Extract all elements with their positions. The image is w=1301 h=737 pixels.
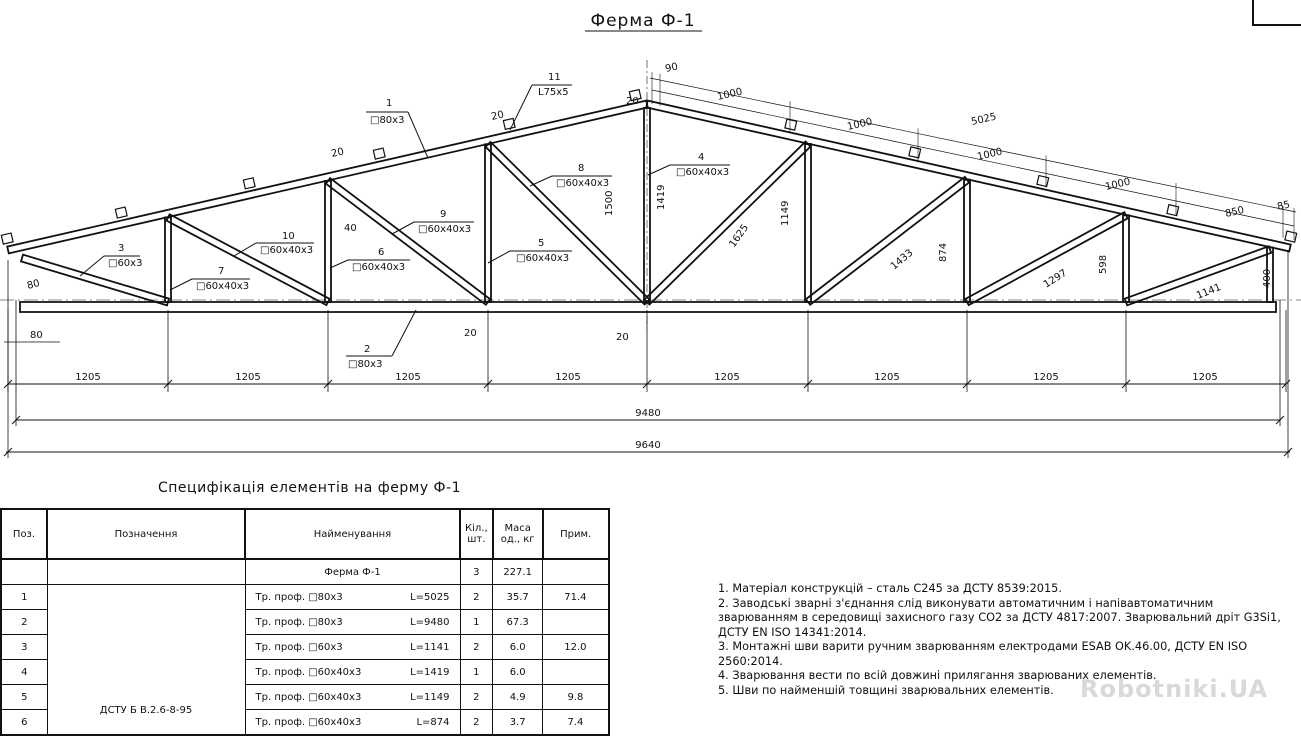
purlin-cleat xyxy=(785,119,797,130)
svg-text:1205: 1205 xyxy=(1192,372,1218,383)
svg-text:10: 10 xyxy=(282,231,295,242)
svg-text:20: 20 xyxy=(464,328,477,339)
svg-text:1205: 1205 xyxy=(235,372,261,383)
vertical-member xyxy=(964,180,970,302)
table-row: 4 Тр. проф. □60x40x3 L=1419 1 6.0 xyxy=(1,660,609,685)
header-qty: Кіл., шт. xyxy=(460,509,493,559)
table-row: Ферма Ф-1 3 227.1 xyxy=(1,559,609,585)
purlin-cleat xyxy=(373,148,385,159)
svg-text:850: 850 xyxy=(1224,204,1246,220)
svg-text:1625: 1625 xyxy=(727,222,752,250)
note-1: 1. Матеріал конструкцій – сталь С245 за ДСТУ 8539:2015. xyxy=(718,582,1062,595)
note-2: 2. Заводські зварні з'єднання слід виконувати автоматичним і напівавтоматичним зварюванням в середовищі захисного газу СО2 за ДСТУ 4817:2007. Зварювальний дріт G3Si1, ДСТУ EN ISO 14341:2014. xyxy=(718,596,1285,639)
svg-text:□60x40x3: □60x40x3 xyxy=(676,167,730,178)
purlin-cleat xyxy=(1285,231,1297,242)
note-4: 4. Зварювання вести по всій довжині прилягання зварюваних елементів. xyxy=(718,669,1157,682)
svg-text:□80x3: □80x3 xyxy=(370,115,405,126)
svg-text:1419: 1419 xyxy=(656,184,667,210)
svg-text:□60x40x3: □60x40x3 xyxy=(516,253,570,264)
diagonal-member xyxy=(486,142,650,305)
table-row: 1 ДСТУ Б В.2.6-8-95 Тр. проф. □80x3 L=5025 2 35.7 71.4 xyxy=(1,585,609,610)
dim-line-top-total xyxy=(650,78,1296,212)
svg-text:L75x5: L75x5 xyxy=(538,87,569,98)
top-chord-left xyxy=(7,101,648,254)
svg-text:80: 80 xyxy=(25,277,42,292)
svg-text:11: 11 xyxy=(548,72,561,83)
header-pos: Поз. xyxy=(1,509,47,559)
svg-text:4: 4 xyxy=(698,152,705,163)
top-chord-dims xyxy=(664,61,1291,220)
member-label-11 xyxy=(510,72,572,130)
designation-cell: ДСТУ Б В.2.6-8-95 xyxy=(47,585,245,736)
svg-text:1500: 1500 xyxy=(604,190,615,216)
header-mass: Маса од., кг xyxy=(493,509,543,559)
svg-text:874: 874 xyxy=(938,242,949,262)
member-label-7 xyxy=(170,266,250,292)
svg-text:3: 3 xyxy=(118,243,125,254)
member-label-4 xyxy=(648,152,730,178)
svg-text:2: 2 xyxy=(364,344,371,355)
svg-text:1205: 1205 xyxy=(395,372,421,383)
svg-text:80: 80 xyxy=(30,330,43,341)
svg-text:5025: 5025 xyxy=(970,111,998,128)
svg-text:1000: 1000 xyxy=(976,146,1004,163)
vertical-member xyxy=(165,217,171,302)
diagonal-member xyxy=(326,178,490,305)
vertical-member xyxy=(1123,215,1129,302)
vertical-member xyxy=(325,181,331,302)
svg-text:5: 5 xyxy=(538,238,545,249)
svg-text:20: 20 xyxy=(626,96,639,107)
svg-text:□60x3: □60x3 xyxy=(108,258,143,269)
purlin-cleat xyxy=(243,178,255,189)
svg-text:1141: 1141 xyxy=(1195,282,1223,302)
table-row: 3 Тр. проф. □60x3 L=1141 2 6.0 12.0 xyxy=(1,635,609,660)
header-note: Прим. xyxy=(543,509,609,559)
purlin-cleat xyxy=(1,233,13,244)
svg-text:1205: 1205 xyxy=(714,372,740,383)
svg-text:85: 85 xyxy=(1276,199,1292,213)
svg-text:1205: 1205 xyxy=(1033,372,1059,383)
svg-text:1205: 1205 xyxy=(75,372,101,383)
svg-text:6: 6 xyxy=(378,247,385,258)
svg-text:□60x40x3: □60x40x3 xyxy=(196,281,250,292)
svg-text:1000: 1000 xyxy=(846,116,874,133)
svg-text:□60x40x3: □60x40x3 xyxy=(556,178,610,189)
member-label-5 xyxy=(488,238,572,264)
svg-text:20: 20 xyxy=(616,332,629,343)
svg-text:40: 40 xyxy=(344,223,357,234)
svg-text:1205: 1205 xyxy=(874,372,900,383)
member-label-6 xyxy=(330,247,410,273)
svg-text:□60x40x3: □60x40x3 xyxy=(418,224,472,235)
member-label-8 xyxy=(530,163,612,189)
svg-text:400: 400 xyxy=(1262,268,1273,288)
spec-title: Специфікація елементів на ферму Ф-1 xyxy=(158,480,462,496)
svg-text:1205: 1205 xyxy=(555,372,581,383)
svg-text:8: 8 xyxy=(578,163,585,174)
svg-text:598: 598 xyxy=(1098,254,1109,274)
header-name: Найменування xyxy=(245,509,460,559)
table-row: 6 Тр. проф. □60x40x3 L=874 2 3.7 7.4 xyxy=(1,710,609,736)
svg-text:□60x40x3: □60x40x3 xyxy=(260,245,314,256)
vertical-member xyxy=(485,144,491,302)
svg-text:□60x40x3: □60x40x3 xyxy=(352,262,406,273)
member-label-9 xyxy=(392,209,474,235)
purlin-cleat xyxy=(1167,205,1179,216)
purlin-cleat xyxy=(1037,176,1049,187)
note-3: 3. Монтажні шви варити ручним зварюванням електродами ESAB OK.46.00, ДСТУ EN ISO 2560:2014. xyxy=(718,640,1251,668)
drawing-title: Ферма Ф-1 xyxy=(590,11,696,31)
svg-text:7: 7 xyxy=(218,266,225,277)
svg-text:1000: 1000 xyxy=(716,86,744,103)
svg-text:90: 90 xyxy=(664,61,680,75)
svg-text:1433: 1433 xyxy=(888,247,916,273)
vertical-member xyxy=(805,144,811,302)
svg-text:20: 20 xyxy=(330,146,346,160)
diagonal-member xyxy=(806,177,969,305)
span-inner-dim: 9480 xyxy=(635,408,661,419)
diagonal-member xyxy=(21,255,169,306)
purlin-cleat xyxy=(909,147,921,158)
dim-line-top-segments xyxy=(652,90,1294,226)
watermark: Robotniki.UA xyxy=(1080,675,1269,703)
bay-dims xyxy=(75,372,1217,383)
svg-text:1149: 1149 xyxy=(780,200,791,226)
table-row: 2 Тр. проф. □80x3 L=9480 1 67.3 xyxy=(1,610,609,635)
svg-text:1000: 1000 xyxy=(1104,176,1132,193)
member-label-3 xyxy=(80,243,142,276)
svg-text:9: 9 xyxy=(440,209,447,220)
svg-text:1: 1 xyxy=(386,98,393,109)
spec-table xyxy=(0,508,610,736)
svg-text:1297: 1297 xyxy=(1041,267,1070,291)
header-designation: Позначення xyxy=(47,509,245,559)
member-label-10 xyxy=(234,231,314,256)
svg-text:20: 20 xyxy=(490,109,506,123)
member-label-1 xyxy=(366,98,428,158)
small-dims xyxy=(26,96,639,343)
table-row: 5 Тр. проф. □60x40x3 L=1149 2 4.9 9.8 xyxy=(1,685,609,710)
span-total-dim: 9640 xyxy=(635,440,661,451)
member-label-2 xyxy=(346,310,416,370)
purlin-cleat xyxy=(115,207,127,218)
svg-text:□80x3: □80x3 xyxy=(348,359,383,370)
note-5: 5. Шви по найменшій товщині зварювальних елементів. xyxy=(718,683,1054,697)
